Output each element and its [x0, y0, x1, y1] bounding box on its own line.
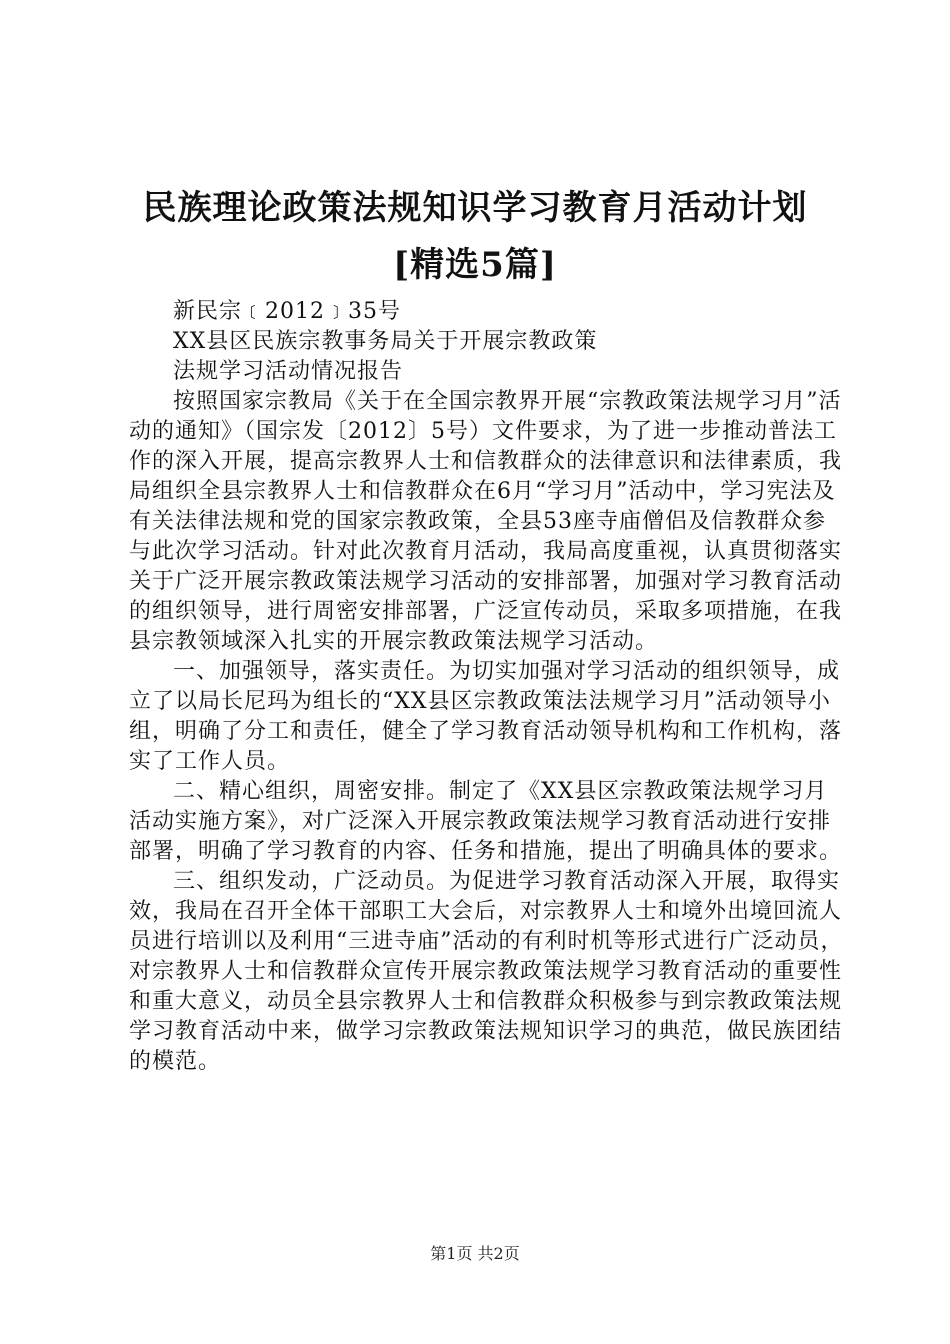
document-subtitle: [精选5篇]	[393, 245, 557, 285]
doc-number-line: 新民宗﹝2012﹞35号	[173, 299, 401, 324]
report-heading-line1: XX县区民族宗教事务局关于开展宗教政策	[173, 329, 598, 354]
body-paragraph-section2: 二、精心组织，周密安排。制定了《XX县区宗教政策法规学习月活动实施方案》，对广泛深入开展宗教政策法规学习教育活动进行安排部署，明确了学习教育的内容、任务和措施，提出了明确具体的要求。	[129, 779, 843, 864]
body-paragraph-section1: 一、加强领导，落实责任。为切实加强对学习活动的组织领导，成立了以局长尼玛为组长的“XX县区宗教政策法法规学习月”活动领导小组，明确了分工和责任，健全了学习教育活动领导机构和工作机构，落实了工作人员。	[129, 659, 843, 774]
report-heading-line2: 法规学习活动情况报告	[173, 359, 404, 384]
body-paragraph-intro: 按照国家宗教局《关于在全国宗教界开展“宗教政策法规学习月”活动的通知》（国宗发〔2012〕5号）文件要求，为了进一步推动普法工作的深入开展，提高宗教界人士和信教群众的法律意识和法律素质，我局组织全县宗教界人士和信教群众在6月“学习月”活动中，学习宪法及有关法律法规和党的国家宗教政策，全县53座寺庙僧侣及信教群众参与此次学习活动。针对此次教育月活动，我局高度重视，认真贯彻落实关于广泛开展宗教政策法规学习活动的安排部署，加强对学习教育活动的组织领导，进行周密安排部署，广泛宣传动员，采取多项措施，在我县宗教领域深入扎实的开展宗教政策法规学习活动。	[129, 389, 843, 654]
document-title: 民族理论政策法规知识学习教育月活动计划	[142, 188, 808, 228]
page-footer: 第1页 共2页	[430, 1244, 520, 1263]
document-body	[129, 297, 844, 1077]
body-paragraph-section3: 三、组织发动，广泛动员。为促进学习教育活动深入开展，取得实效，我局在召开全体干部职工大会后，对宗教界人士和境外出境回流人员进行培训以及利用“三进寺庙”活动的有利时机等形式进行广泛动员，对宗教界人士和信教群众宣传开展宗教政策法规学习教育活动的重要性和重大意义，动员全县宗教界人士和信教群众积极参与到宗教政策法规学习教育活动中来，做学习宗教政策法规知识学习的典范，做民族团结的模范。	[129, 869, 844, 1074]
